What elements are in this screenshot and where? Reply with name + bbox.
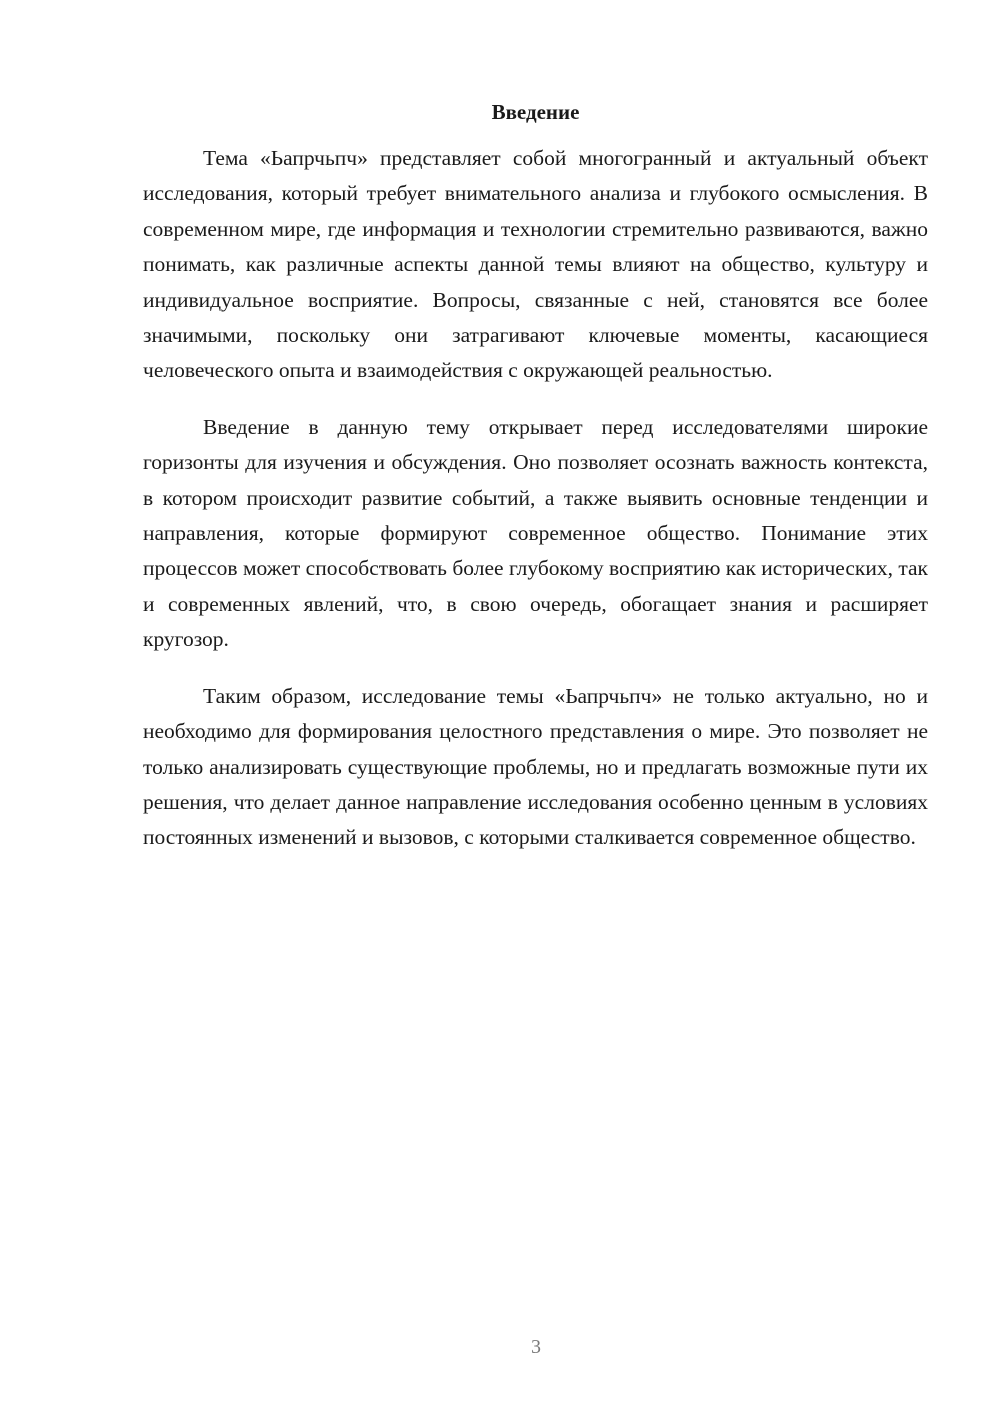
section-heading: Введение <box>491 100 580 124</box>
paragraph-2: Введение в данную тему открывает перед исследователями широкие горизонты для изучения и обсуждения. Оно позволяет осознать важность контекста, в котором происходит развитие событий, а также выявить основные тенденции и направления, которые формируют современное общество. Понимание этих процессов может способствовать более глубокому восприятию как исторических, так и современных явлений, что, в свою очередь, обогащает знания и расширяет кругозор. <box>143 414 928 652</box>
body-text <box>143 141 928 856</box>
paragraph-1: Тема «Ьапрчьпч» представляет собой многогранный и актуальный объект исследования, который требует внимательного анализа и глубокого осмысления. В современном мире, где информация и технологии стремительно развиваются, важно понимать, как различные аспекты данной темы влияют на общество, культуру и индивидуальное восприятие. Вопросы, связанные с ней, становятся все более значимыми, поскольку они затрагивают ключевые моменты, касающиеся человеческого опыта и взаимодействия с окружающей реальностью. <box>143 146 928 383</box>
page-number: 3 <box>531 1336 541 1358</box>
paragraph-3: Таким образом, исследование темы «Ьапрчьпч» не только актуально, но и необходимо для формирования целостного представления о мире. Это позволяет не только анализировать существующие проблемы, но и предлагать возможные пути их решения, что делает данное направление исследования особенно ценным в условиях постоянных изменений и вызовов, с которыми сталкивается современное общество. <box>143 683 928 850</box>
